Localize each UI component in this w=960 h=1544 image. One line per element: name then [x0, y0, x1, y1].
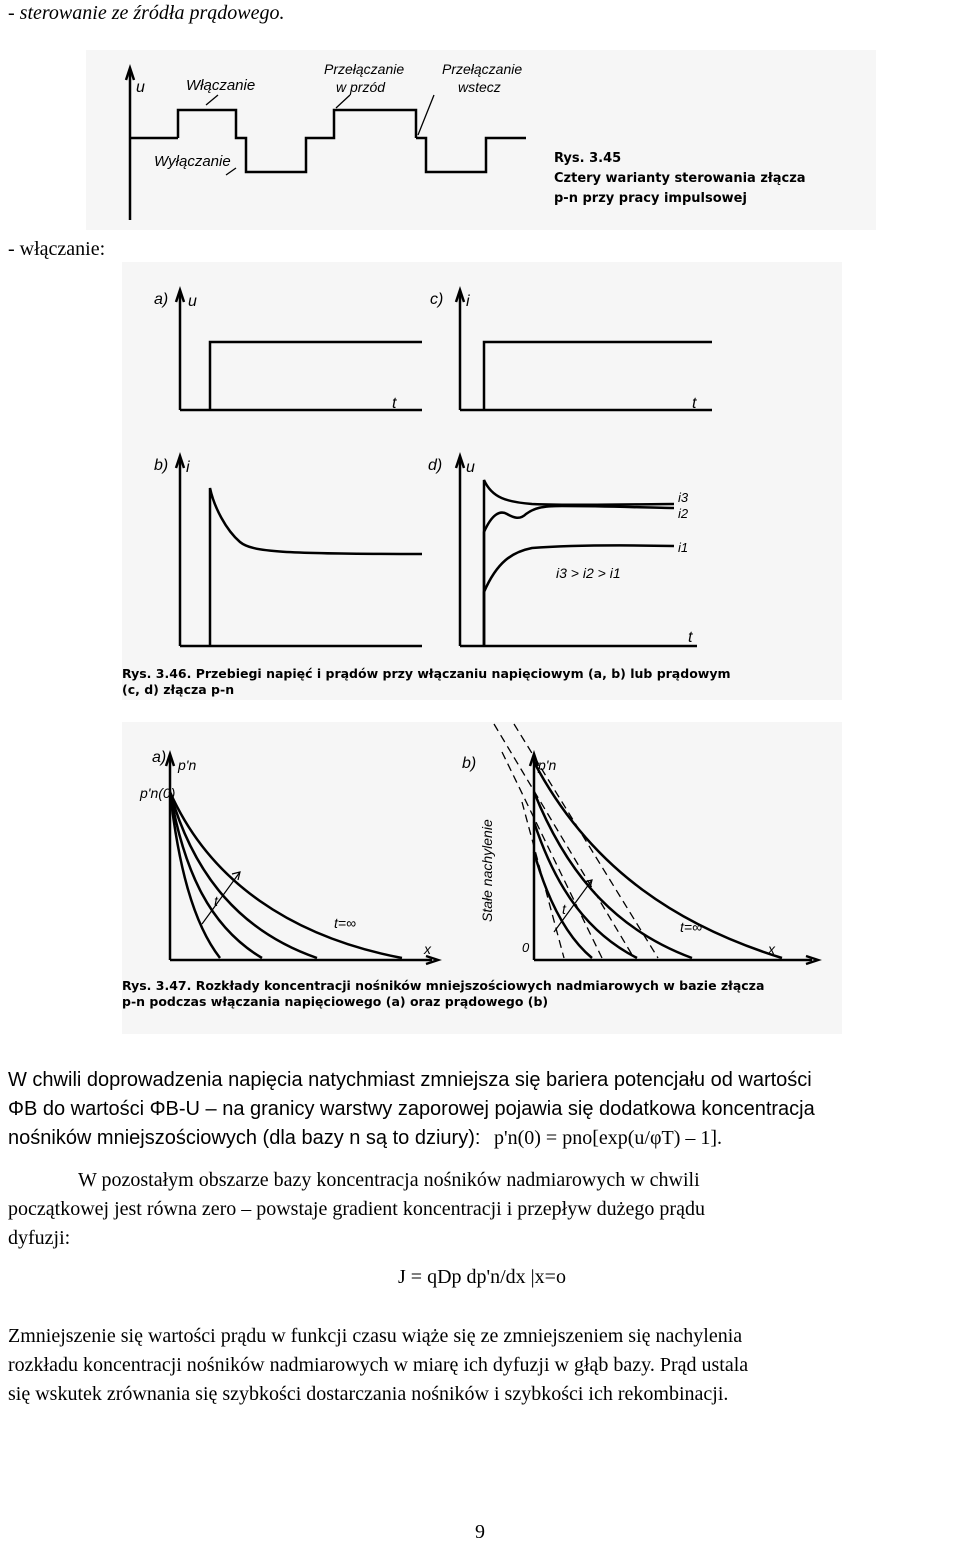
fig347-label-b-origin: 0: [522, 940, 530, 955]
fig347-caption-2: p-n podczas włączania napięciowego (a) oraz prądowego (b): [122, 994, 549, 1009]
formula-2: J = qDp dp'n/dx |x=o: [398, 1266, 566, 1288]
paragraph-3: [8, 1322, 956, 1409]
fig345-label-przod-1: Przełączanie: [324, 61, 405, 77]
page-number: 9: [475, 1521, 485, 1543]
fig347-label-a-pn0: p'n(0): [140, 785, 176, 801]
fig347-label-b-x: x: [768, 941, 775, 957]
p2-line-2: początkowej jest równa zero – powstaje gradient koncentracji i przepływ dużego prądu: [8, 1198, 705, 1220]
fig345-caption-1: Rys. 3.45: [554, 151, 622, 166]
fig346-label-ineq: i3 > i2 > i1: [556, 565, 621, 581]
p3-line-2: rozkładu koncentracji nośników nadmiarowych w miarę ich dyfuzji w głąb bazy. Prąd ustala: [8, 1354, 749, 1376]
fig345-label-wylaczanie: Wyłączanie: [154, 153, 231, 170]
fig346-label-c: c): [430, 291, 444, 308]
figure-3-46: [122, 262, 842, 700]
fig346-label-d-u: u: [466, 459, 475, 476]
fig347-label-a-tinf: t=∞: [334, 915, 357, 931]
fig346-label-a-u: u: [188, 293, 197, 310]
fig346-label-b-i: i: [186, 459, 190, 476]
fig346-label-a-t: t: [392, 395, 397, 412]
p1-line-3: [8, 1124, 956, 1153]
fig347-label-stale: Stałe nachylenie: [479, 819, 495, 922]
p1-line-1: W chwili doprowadzenia napięcia natychmiast zmniejsza się bariera potencjału od wartości: [8, 1069, 812, 1091]
p1-line-3-text: nośników mniejszościowych (dla bazy n są to dziury):: [8, 1127, 481, 1149]
p3-line-3: się wskutek zrównania się szybkości dostarczania nośników i szybkości ich rekombinacji.: [8, 1383, 729, 1405]
fig347-label-b-tinf: t=∞: [680, 919, 703, 935]
fig345-label-przod-2: w przód: [336, 79, 386, 95]
p2-line-1: W pozostałym obszarze bazy koncentracja nośników nadmiarowych w chwili: [78, 1169, 700, 1191]
fig345-label-wstecz-1: Przełączanie: [442, 61, 523, 77]
fig346-label-c-t: t: [692, 395, 697, 412]
fig346-label-d-t: t: [688, 629, 693, 646]
fig346-label-i3: i3: [678, 490, 689, 505]
fig347-label-b: b): [462, 755, 477, 772]
paragraph-1: [8, 1066, 956, 1153]
fig346-label-c-i: i: [466, 293, 470, 310]
fig347-label-b-t: t: [562, 901, 566, 917]
fig347-label-b-pn: p'n: [538, 757, 557, 773]
fig346-caption-2: (c, d) złącza p-n: [122, 682, 235, 697]
fig346-label-d: d): [428, 457, 443, 474]
fig347-label-a: a): [152, 749, 167, 766]
heading-sterowanie: - sterowanie ze źródła prądowego.: [8, 2, 285, 24]
fig346-label-i1: i1: [678, 540, 689, 555]
fig347-caption-1: Rys. 3.47. Rozkłady koncentracji nośników mniejszościowych nadmiarowych w bazie złącza: [122, 978, 765, 993]
figure-3-47: [122, 722, 842, 1034]
fig345-caption-2: Cztery warianty sterowania złącza: [554, 171, 806, 186]
p3-line-1: Zmniejszenie się wartości prądu w funkcji czasu wiąże się ze zmniejszeniem się nachylenia: [8, 1325, 743, 1347]
fig345-label-wlaczanie: Włączanie: [186, 77, 256, 94]
formula-1: p'n(0) = pno[exp(u/φT) – 1].: [493, 1127, 723, 1149]
p1-line-2: ΦB do wartości ΦB-U – na granicy warstwy zaporowej pojawia się dodatkowa koncentracja: [8, 1098, 815, 1120]
paragraph-2: [8, 1166, 956, 1253]
fig346-label-b: b): [154, 457, 169, 474]
fig346-label-i2: i2: [678, 506, 689, 521]
fig345-caption-3: p-n przy pracy impulsowej: [554, 191, 747, 206]
p2-line-3: dyfuzji:: [8, 1227, 71, 1249]
fig347-label-a-pn: p'n: [178, 757, 197, 773]
fig346-caption-1: Rys. 3.46. Przebiegi napięć i prądów przy włączaniu napięciowym (a, b) lub prądowym: [122, 666, 731, 681]
figure-3-45: [86, 50, 876, 230]
heading-wlaczanie: - włączanie:: [8, 238, 106, 260]
fig347-label-a-t: t: [214, 893, 218, 909]
fig346-label-a: a): [154, 291, 169, 308]
fig345-axis-u: u: [136, 79, 145, 96]
fig345-label-wstecz-2: wstecz: [458, 79, 501, 95]
fig347-label-a-x: x: [424, 941, 431, 957]
